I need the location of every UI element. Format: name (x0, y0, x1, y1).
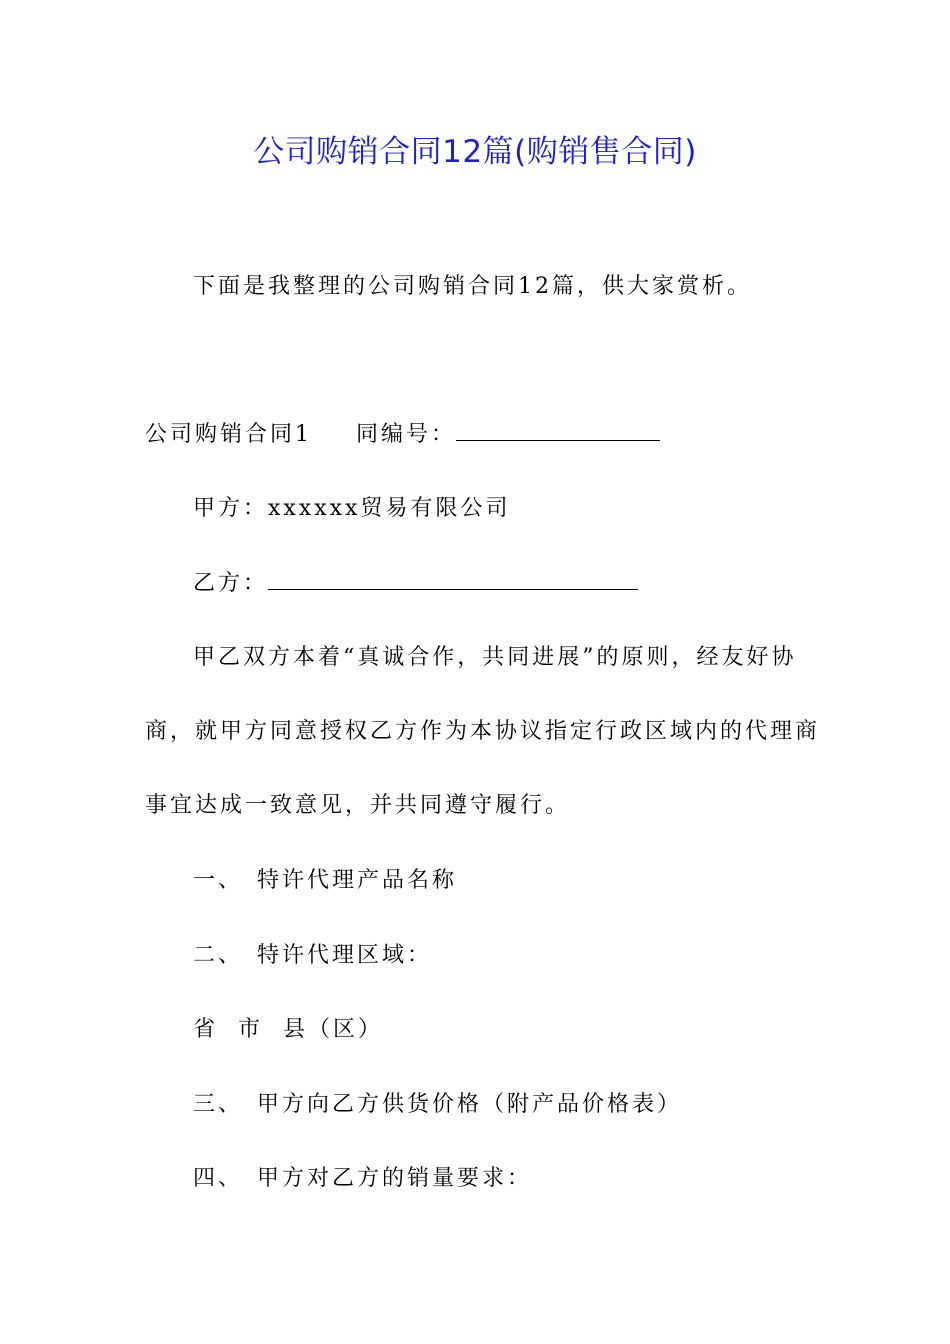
body-paragraph-line-2: 商，就甲方同意授权乙方作为本协议指定行政区域内的代理商 (145, 719, 821, 744)
intro-paragraph: 下面是我整理的公司购销合同12篇，供大家赏析。 (193, 274, 752, 299)
clause-1-text: 特许代理产品名称 (257, 868, 458, 893)
clause-4-number: 四、 (193, 1166, 244, 1191)
contract-heading: 公司购销合同1 (145, 422, 312, 447)
party-b-label: 乙方： (193, 571, 269, 596)
party-a-line: 甲方：xxxxxx贸易有限公司 (193, 496, 511, 521)
clause-3 (193, 1085, 682, 1125)
clause-4-text: 甲方对乙方的销量要求： (257, 1166, 533, 1191)
contract-heading-line (145, 414, 660, 455)
page-title: 公司购销合同12篇(购销售合同) (253, 134, 697, 170)
clause-1-number: 一、 (193, 868, 244, 893)
clause-4 (193, 1159, 532, 1199)
clause-3-number: 三、 (193, 1092, 244, 1117)
clause-2-number: 二、 (193, 943, 244, 968)
contract-number-blank (456, 414, 660, 441)
region-line: 省 市 县（区） (193, 1017, 383, 1042)
body-paragraph-line-1: 甲乙双方本着“真诚合作，共同进展”的原则，经友好协 (193, 645, 797, 670)
contract-number-label: 同编号： (356, 422, 457, 447)
clause-2-text: 特许代理区域： (257, 943, 433, 968)
party-b-line (193, 563, 638, 604)
body-paragraph-line-3: 事宜达成一致意见，并共同遵守履行。 (145, 793, 571, 818)
clause-2 (193, 936, 432, 976)
clause-3-text: 甲方向乙方供货价格（附产品价格表） (257, 1092, 683, 1117)
clause-1 (193, 861, 457, 901)
party-b-blank (268, 563, 638, 590)
